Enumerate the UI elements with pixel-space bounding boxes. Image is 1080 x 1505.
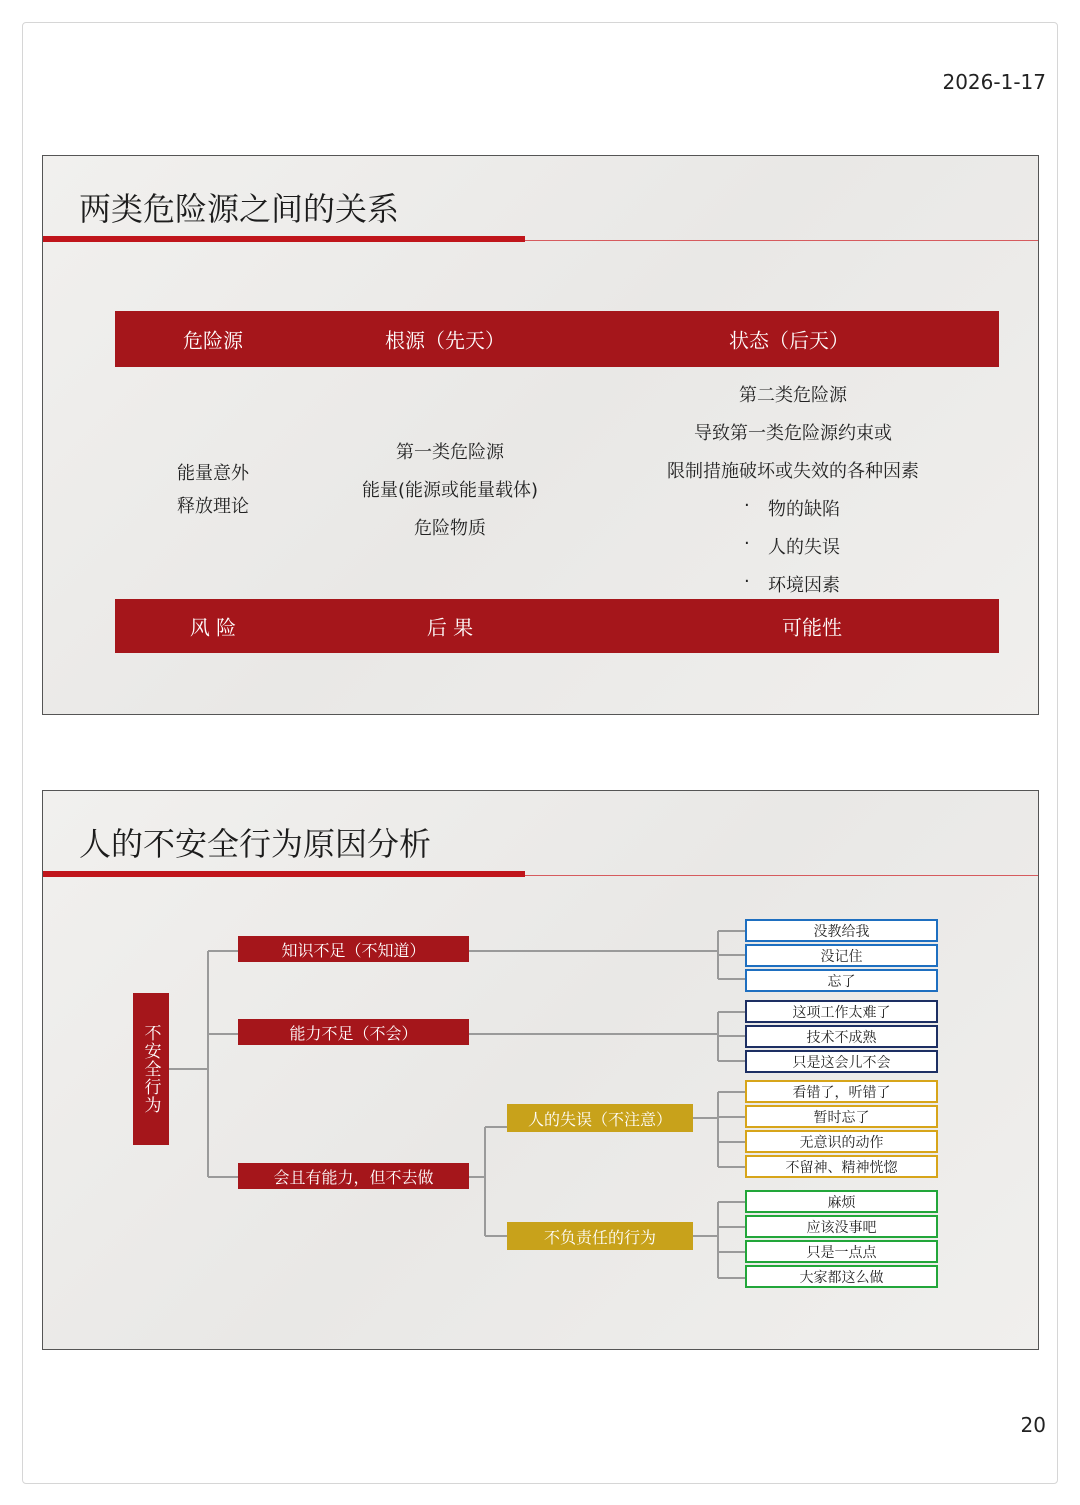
col2-line-2: 能量(能源或能量载体) [361,480,539,501]
col3-bullet-3: 环境因素 [768,575,840,596]
leaf-group-knowledge [745,919,938,992]
title-underline-thin [525,240,1038,241]
footer-consequence: 后 果 [426,615,474,640]
bullet-dot: · [744,571,750,592]
branch-able-but-not-doing: 会且有能力，但不去做 [238,1163,469,1189]
leaf-item: 麻烦 [745,1190,938,1213]
col3-line-1: 第二类危险源 [739,385,847,406]
page-number: 20 [1020,1413,1046,1437]
leaf-item: 技术不成熟 [745,1025,938,1048]
leaf-item: 只是一点点 [745,1240,938,1263]
leaf-item: 应该没事吧 [745,1215,938,1238]
footer-risk: 风 险 [189,615,237,640]
footer-probability: 可能性 [782,615,842,640]
leaf-item: 只是这会儿不会 [745,1050,938,1073]
leaf-item: 没教给我 [745,919,938,942]
slide-title: 人的不安全行为原因分析 [79,825,432,863]
col3-bullet-2: 人的失误 [768,537,840,558]
header-state: 状态（后天） [729,328,849,353]
slide-hazard-relationship [42,155,1039,715]
leaf-item: 暂时忘了 [745,1105,938,1128]
leaf-item: 忘了 [745,969,938,992]
col2-line-1: 第一类危险源 [396,442,504,463]
col1-line-1: 能量意外 [177,463,249,484]
col3-line-2: 导致第一类危险源约束或 [694,423,892,444]
table-header-band [115,311,999,367]
leaf-item: 没记住 [745,944,938,967]
leaf-group-ability [745,1000,938,1073]
leaf-item: 看错了，听错了 [745,1080,938,1103]
bullet-dot: · [744,495,750,516]
table-footer-band [115,599,999,653]
root-node-unsafe-behavior: 不安全行为 [133,993,169,1145]
col2-line-3: 危险物质 [414,518,486,539]
header-hazard-source: 危险源 [183,328,243,353]
branch-lack-of-ability: 能力不足（不会） [238,1019,469,1045]
leaf-group-irresponsible [745,1190,938,1288]
page-date: 2026-1-17 [942,70,1046,94]
header-root-cause: 根源（先天） [385,328,505,353]
leaf-item: 不留神、精神恍惚 [745,1155,938,1178]
slide-unsafe-behavior [42,790,1039,1350]
sub-branch-human-error: 人的失误（不注意） [507,1104,693,1132]
leaf-item: 这项工作太难了 [745,1000,938,1023]
leaf-item: 大家都这么做 [745,1265,938,1288]
leaf-group-human-error [745,1080,938,1178]
leaf-item: 无意识的动作 [745,1130,938,1153]
sub-branch-irresponsible-behavior: 不负责任的行为 [507,1222,693,1250]
title-underline [43,236,525,242]
slide-title: 两类危险源之间的关系 [79,190,400,228]
bullet-dot: · [744,533,750,554]
col1-line-2: 释放理论 [177,496,249,517]
col3-bullet-1: 物的缺陷 [768,499,840,520]
branch-lack-of-knowledge: 知识不足（不知道） [238,936,469,962]
col3-line-3: 限制措施破坏或失效的各种因素 [667,461,919,482]
